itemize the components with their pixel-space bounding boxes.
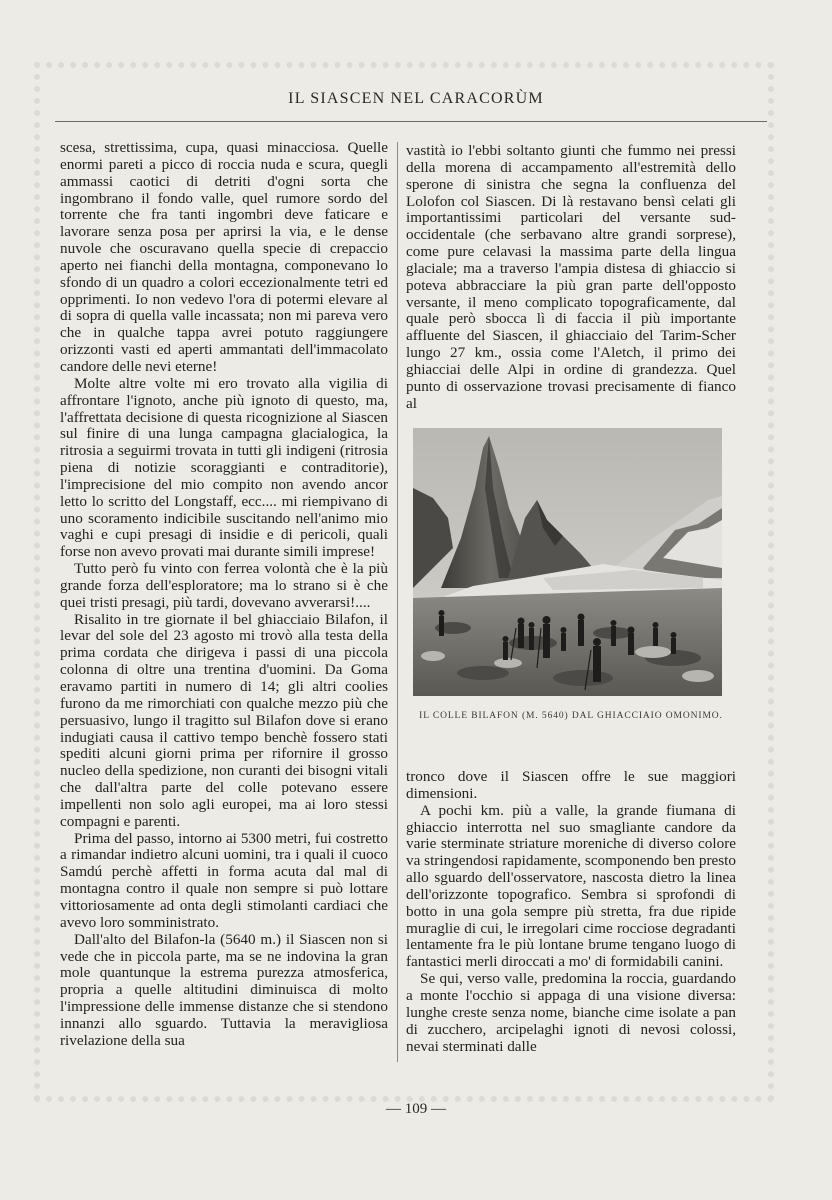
left-column — [60, 140, 388, 1050]
paragraph: scesa, strettissima, cupa, quasi minacciosa. Quelle enormi pareti a picco di roccia nuda e scura, quegli ammassi caotici di detriti d'ogni sorta che ingombrano il fondo valle, quel rumore sordo del torrente che fra tanti ingombri deve faticare e lavorare senza posa per aprirsi la via, e le dense nuvole che oscuravano quella specie di crepaccio aperto nei fianchi della montagna, componevano lo sfondo di un quadro a colori eccezionalmente tetri ed opprimenti. Io non vedevo l'ora di potermi elevare al di sopra di quella valle incassata; non mi pareva vero che in qualche tappa avrei potuto raggiungere orizzonti vasti ed aperti ammantati dell'immacolato candore delle nevi eterne! — [60, 139, 388, 375]
mountain-photo — [413, 428, 722, 696]
paragraph: Dall'alto del Bilafon-la (5640 m.) il Siascen non si vede che in piccola parte, ma se ne indovina la gran mole quantunque la estrema purezza atmosferica, propria a quelle altitudini diminuisca di molto l'impressione delle immense distanze che si stendono innanzi allo sguardo. Tuttavia la meravigliosa rivelazione della sua — [60, 930, 388, 1049]
paragraph: Molte altre volte mi ero trovato alla vigilia di affrontare l'ignoto, anche più ignoto di questo, ma, l'affrettata decisione di questa ricognizione al Siascen sul finire di una lunga campagna glacialogica, la ritrosia a seguirmi trovata in tutti gli indigeni (ritrosia piena di notizie scoraggianti e contraditorie), l'imprecisione del mio compito non avendo ancor letto lo scritto del Longstaff, ecc.... mi riempivano di uno scoramento indicibile suscitando nell'animo mio vaghi e cupi presagi di insidie e di pericoli, quali forse non avevo provati mai durante simili imprese! — [60, 374, 388, 561]
paragraph: Se qui, verso valle, predomina la roccia, guardando a monte l'occhio si appaga di una visione diversa: lunghe creste senza nome, bianche cime isolate a pan di zucchero, arcipelaghi ignoti di nevosi colossi, nevai sterminati dalle — [406, 970, 736, 1055]
paragraph: Prima del passo, intorno ai 5300 metri, fui costretto a rimandar indietro alcuni uomini, tra i quali il cuoco Samdú perchè affetti in forma acuta dal mal di montagna contro il quale non sempre si può lottare vittoriosamente ad onta degli stimolanti cardiaci che avevo loro somministrato. — [60, 829, 388, 931]
header-rule — [55, 121, 767, 122]
paragraph: A pochi km. più a valle, la grande fiumana di ghiaccio interrotta nel suo smagliante candore da varie sterminate striature moreniche di diverso colore va stringendosi rapidamente, scomponendo ben presto allo sguardo dell'osservatore, nascosta dietro la linea dell'orizzonte topografico. Sembra si sprofondi di botto in una gola sempre più stretta, fra due ripide muraglie di cui, le irregolari cime rocciose degradanti lentamente fra le più lontane brume tengano luogo di fantastici merli diroccati a mo' di formidabili canini. — [406, 801, 736, 971]
right-column-top — [406, 143, 736, 413]
figure-caption: IL COLLE BILAFON (M. 5640) DAL GHIACCIAIO OMONIMO. — [419, 711, 723, 721]
paragraph: tronco dove il Siascen offre le sue maggiori dimensioni. — [406, 768, 736, 802]
mountain-photo-illustration — [413, 428, 722, 696]
page-number: — 109 — — [386, 1101, 446, 1117]
paragraph: Tutto però fu vinto con ferrea volontà che è la più grande forza dell'esploratore; ma lo strano si è che quei tristi presagi, più tardi, dovevano avverarsi!.... — [60, 560, 388, 611]
right-column-bottom — [406, 769, 736, 1055]
paragraph: Risalito in tre giornate il bel ghiacciaio Bilafon, il levar del sole del 23 agosto mi trovò alla testa della prima cordata che dirigeva i passi di una piccola colonna di oltre una trentina d'uomini. Da Goma eravamo partiti in numero di 14; gli altri coolies furono da me rimorchiati con qualche mezzo più che persuasivo, lungo il tragitto sul Bilafon dove si erano indugiati causa il cattivo tempo benchè fossero stati spediti alcuni giorni prima per rifornire il grosso nucleo della spedizione, non curanti dei bisogni vitali che dall'altra parte del colle potevano essere impellenti non solo agli europei, ma ai loro stessi compagni e parenti. — [60, 610, 388, 830]
running-header: IL SIASCEN NEL CARACORÙM — [288, 90, 544, 107]
column-divider — [397, 142, 398, 1062]
paragraph: vastità io l'ebbi soltanto giunti che fummo nei pressi della morena di accampamento all'estremità dello sperone di sinistra che segna la confluenza del Lolofon col Siascen. Di là restavano bensì celati gli importantissimi particolari del versante sud-occidentale (che serbavano altre grandi sorprese), come pure celavasi la massima parte della lingua glaciale; ma a traverso l'ampia distesa di ghiaccio si poteva abbracciare la più gran parte dell'opposto versante, il meno complicato topograficamente, dal quale però sbocca lì di faccia il più importante affluente del Siascen, il ghiacciaio del Tarim-Scher lungo 27 km., ossia come l'Aletch, il primo dei ghiacciai delle Alpi in ordine di grandezza. Quel punto di osservazione trovasi precisamente di fianco al — [406, 142, 736, 412]
